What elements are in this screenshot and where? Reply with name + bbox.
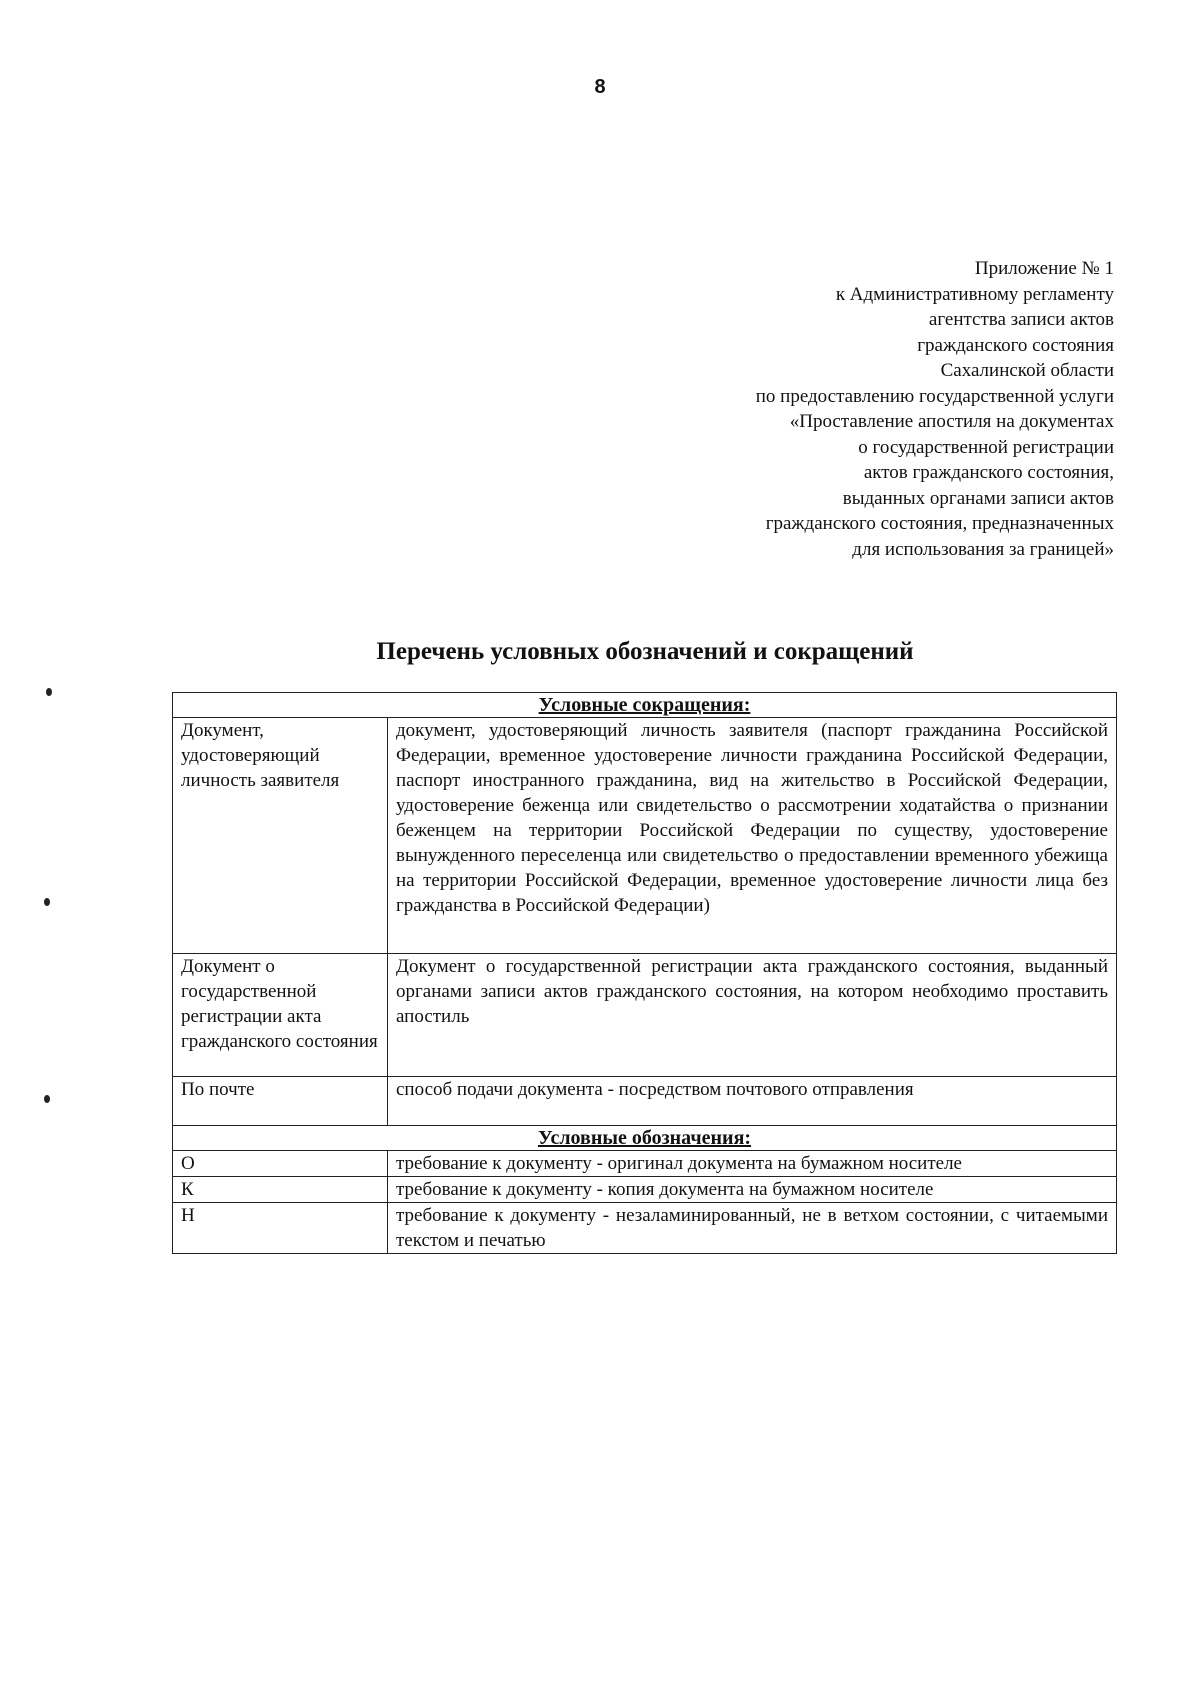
table-row	[173, 1151, 1117, 1177]
term-cell: Документ о государственной регистрации акта гражданского состояния	[173, 954, 388, 1077]
document-title: Перечень условных обозначений и сокращений	[376, 638, 914, 665]
appendix-line: о государственной регистрации	[858, 436, 1114, 458]
scan-speck	[44, 1095, 50, 1103]
page-number: 8	[594, 76, 606, 98]
appendix-caption	[554, 256, 1114, 562]
appendix-line: «Проставление апостиля на документах	[789, 411, 1114, 432]
symbol-cell: К	[173, 1177, 388, 1203]
term-cell: Документ, удостоверяющий личность заявителя	[173, 718, 388, 954]
appendix-line: Приложение № 1	[974, 258, 1114, 279]
abbreviations-header-row	[173, 693, 1117, 718]
definition-cell: требование к документу - оригинал документа на бумажном носителе	[388, 1151, 1117, 1177]
definition-cell: требование к документу - копия документа на бумажном носителе	[388, 1177, 1117, 1203]
definition-cell: документ, удостоверяющий личность заявителя (паспорт гражданина Российской Федерации, временное удостоверение личности гражданина Российской Федерации, паспорт иностранного гражданина, вид на жительство в Российской Федерации, удостоверение беженца или свидетельство о рассмотрении ходатайства о признании беженцем на территории Российской Федерации по существу, удостоверение вынужденного переселенца или свидетельство о предоставлении временного убежища на территории Российской Федерации, временное удостоверение личности лица без гражданства в Российской Федерации)	[388, 718, 1117, 954]
appendix-line: гражданского состояния, предназначенных	[765, 513, 1114, 534]
appendix-line: к Административному регламенту	[835, 283, 1114, 305]
table-row	[173, 1177, 1117, 1203]
appendix-line: для использования за границей»	[852, 538, 1114, 560]
legend-table	[172, 692, 1117, 1254]
scan-speck	[44, 898, 50, 906]
appendix-line: гражданского состояния	[917, 334, 1114, 356]
appendix-line: выданных органами записи актов	[842, 487, 1114, 509]
definition-cell: Документ о государственной регистрации акта гражданского состояния, выданный органами записи актов гражданского состояния, на котором необходимо проставить апостиль	[388, 954, 1117, 1077]
table-row	[173, 1203, 1117, 1254]
symbol-cell: О	[173, 1151, 388, 1177]
symbols-header: Условные обозначения:	[173, 1126, 1117, 1151]
scan-speck	[46, 688, 52, 696]
definition-cell: способ подачи документа - посредством почтового отправления	[388, 1077, 1117, 1126]
term-cell: По почте	[173, 1077, 388, 1126]
table-row	[173, 718, 1117, 954]
abbreviations-header: Условные сокращения:	[173, 693, 1117, 718]
appendix-line: Сахалинской области	[940, 360, 1114, 381]
table-row	[173, 1077, 1117, 1126]
definition-cell: требование к документу - незаламинированный, не в ветхом состоянии, с читаемыми текстом и печатью	[388, 1203, 1117, 1254]
appendix-line: агентства записи актов	[928, 309, 1114, 330]
symbols-header-row	[173, 1126, 1117, 1151]
table-row	[173, 954, 1117, 1077]
symbol-cell: Н	[173, 1203, 388, 1254]
appendix-line: по предоставлению государственной услуги	[755, 385, 1114, 407]
appendix-line: актов гражданского состояния,	[863, 462, 1114, 483]
